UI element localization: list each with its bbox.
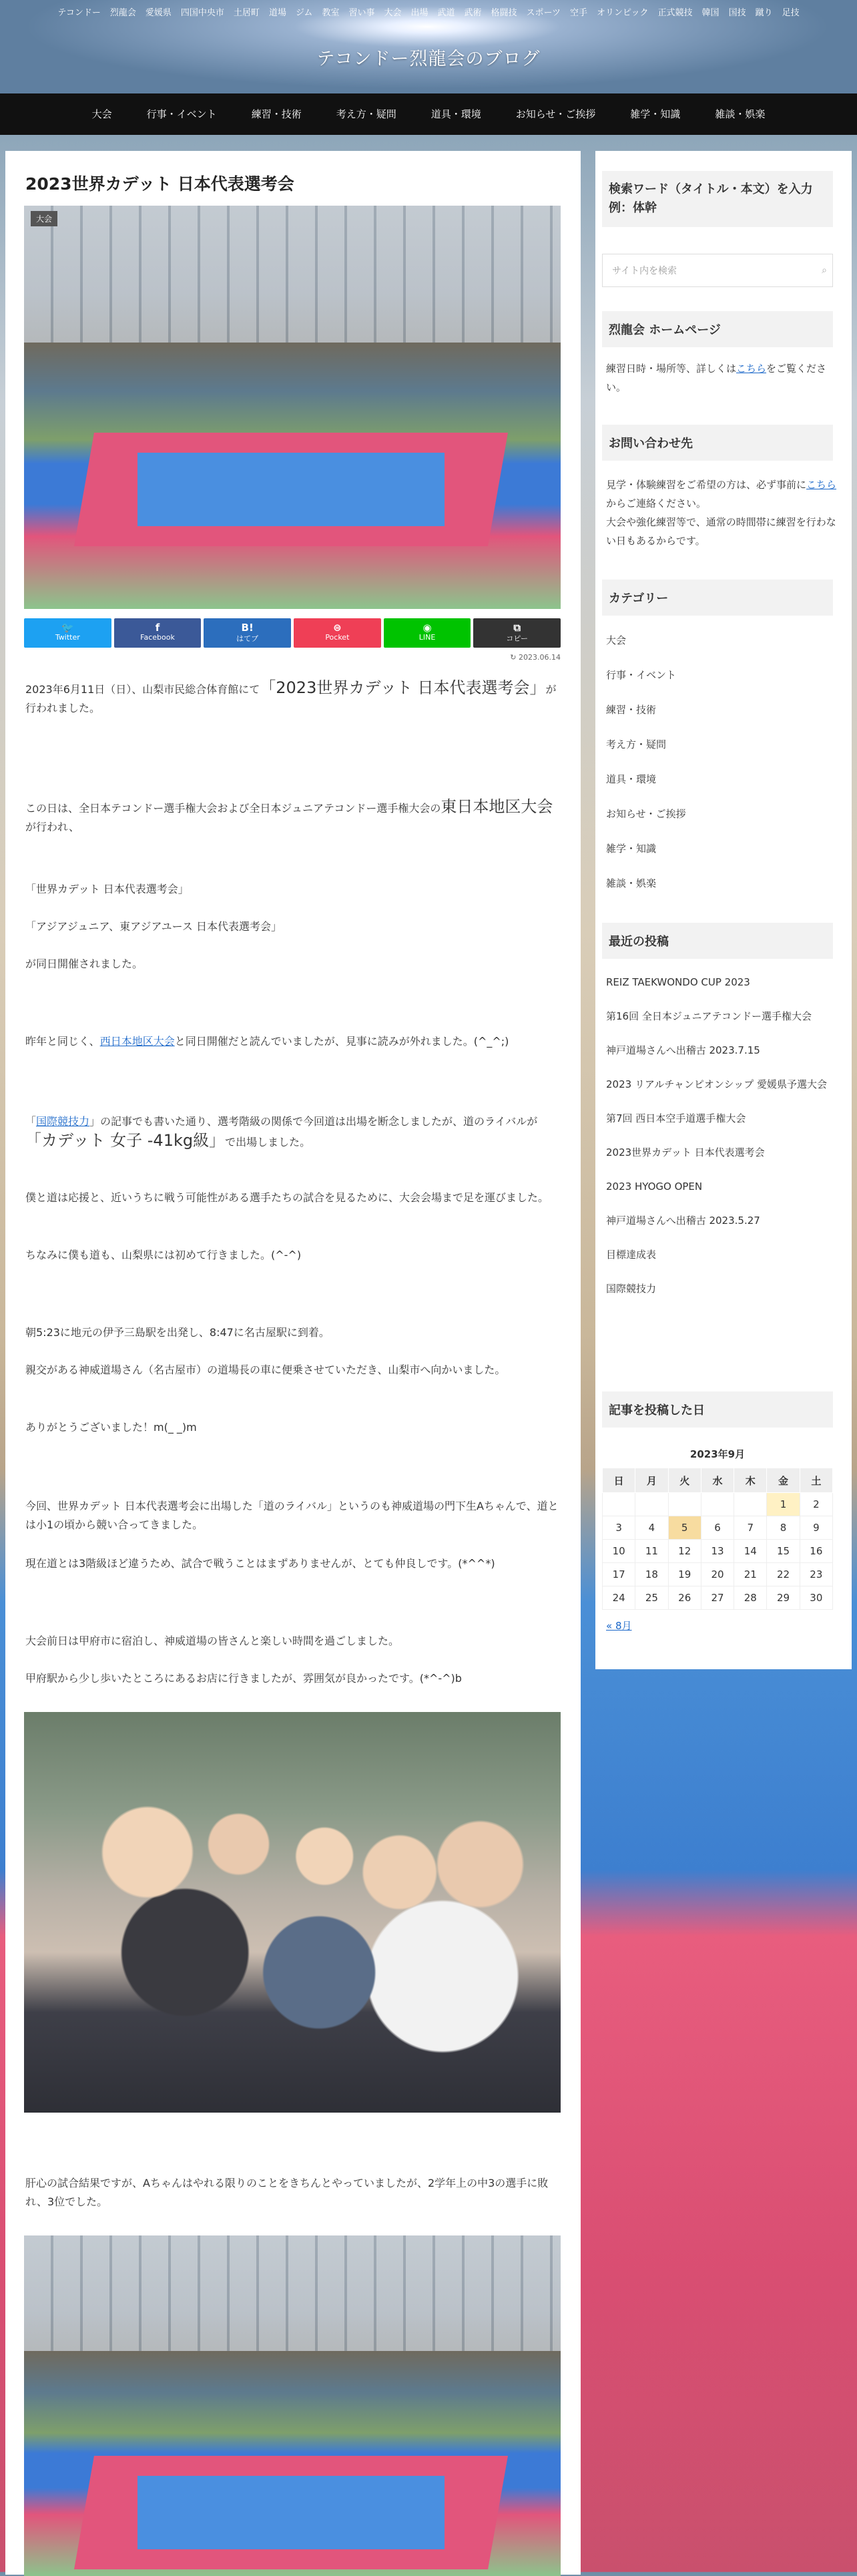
nav-item[interactable]: 大会	[91, 108, 112, 120]
tag-link[interactable]: 土居町	[233, 8, 260, 18]
archive-heading: 記事を投稿した日	[602, 1391, 833, 1428]
tag-link[interactable]: スポーツ	[526, 8, 561, 18]
site-title[interactable]: テコンドー烈龍会のブログ	[316, 49, 541, 69]
paragraph: 肝心の試合結果ですが、Aちゃんはやれる限りのことをきちんとやっていましたが、2学年上の中3の選手に敗れ、3位でした。	[25, 2177, 549, 2208]
paragraph-day	[25, 797, 562, 837]
tag-link[interactable]: 出場	[410, 8, 429, 18]
calendar-day[interactable]: 18	[635, 1563, 668, 1586]
text: この日は、全日本テコンドー選手権大会および全日本ジュニアテコンドー選手権大会の	[25, 802, 441, 815]
tag-link[interactable]: 足技	[782, 8, 800, 18]
post-article	[5, 151, 581, 2575]
calendar-day[interactable]: 23	[800, 1563, 832, 1586]
text: で出場しました。	[225, 1136, 311, 1148]
text: が行われました。	[25, 683, 557, 714]
calendar-weekday: 金	[767, 1468, 800, 1493]
event-name: 「2023世界カデット 日本代表選考会」	[260, 678, 546, 697]
category-item[interactable]: 雑談・娯楽	[606, 877, 657, 889]
tag-link[interactable]: 烈龍会	[109, 8, 136, 18]
calendar-day	[734, 1493, 767, 1516]
calendar-weekday: 水	[701, 1468, 734, 1493]
calendar-day[interactable]: 12	[668, 1540, 701, 1563]
share-button[interactable]	[114, 618, 202, 648]
calendar-caption: 2023年9月	[689, 1448, 746, 1460]
post-date: ↻ 2023.06.14	[510, 653, 561, 662]
home-link[interactable]: こちら	[736, 363, 767, 375]
search-heading: 検索ワード（タイトル・本文）を入力 例：体幹	[602, 171, 833, 227]
nav-item[interactable]: 練習・技術	[251, 108, 302, 120]
prev-month-link[interactable]: « 8月	[606, 1620, 632, 1632]
paragraph: 現在道とは3階級ほど違うため、試合で戦うことはまずありませんが、とても仲良しです。(*^^*)	[25, 1557, 495, 1570]
nav-item[interactable]: 雑学・知識	[630, 108, 681, 120]
post-eyecatch-image	[24, 206, 561, 609]
paragraph: 親交がある神威道場さん（名古屋市）の道場長の車に便乗させていただき、山梨市へ向かいました。	[25, 1363, 506, 1376]
tag-link[interactable]: 正式競技	[657, 8, 693, 18]
group-photo	[24, 1712, 561, 2113]
paragraph: ちなみに僕も道も、山梨県には初めて行きました。(^-^)	[25, 1249, 302, 1261]
search-input[interactable]	[602, 254, 833, 287]
share-button[interactable]	[384, 618, 471, 648]
paragraph-intro	[25, 678, 562, 718]
calendar	[602, 1443, 833, 1610]
tag-link[interactable]: 武術	[464, 8, 482, 18]
text: 大会や強化練習等で、通常の時間帯に練習を行わない日もあるからです。	[606, 516, 836, 547]
calendar-day	[635, 1493, 668, 1516]
calendar-day[interactable]: 13	[701, 1540, 734, 1563]
recent-post-link[interactable]: 2023世界カデット 日本代表選考会	[606, 1146, 765, 1158]
tag-link[interactable]: 大会	[384, 8, 402, 18]
calendar-day[interactable]: 5	[668, 1516, 701, 1540]
share-button[interactable]	[294, 618, 381, 648]
share-icon: ⧉	[513, 622, 521, 634]
share-label: Facebook	[140, 633, 175, 642]
contact-text	[606, 475, 840, 550]
calendar-day[interactable]: 8	[767, 1516, 800, 1540]
calendar-day[interactable]: 4	[635, 1516, 668, 1540]
text: 昨年と同じく、	[25, 1035, 100, 1048]
recent-list	[606, 974, 833, 1314]
calendar-day[interactable]: 21	[734, 1563, 767, 1586]
share-icon: ⊜	[333, 622, 342, 634]
calendar-day[interactable]: 30	[800, 1586, 832, 1610]
tag-link[interactable]: 道場	[268, 8, 286, 18]
paragraph: 甲府駅から少し歩いたところにあるお店に行きましたが、雰囲気が良かったです。(*^-^)b	[25, 1672, 462, 1685]
tag-link[interactable]: 蹴り	[755, 8, 773, 18]
paragraph: 今回、世界カデット 日本代表選考会に出場した「道のライバル」というのも神威道場の門下生Aちゃんで、道とは小1の頃から競い合ってきました。	[25, 1500, 559, 1531]
category-item[interactable]: お知らせ・ご挨拶	[606, 808, 686, 820]
home-text	[606, 359, 840, 397]
share-label: Twitter	[55, 633, 80, 642]
category-item[interactable]: 練習・技術	[606, 704, 657, 716]
category-item[interactable]: 雑学・知識	[606, 843, 657, 855]
recent-post-link[interactable]: 神戸道場さんへ出稽古 2023.5.27	[606, 1215, 760, 1227]
text: をご覧ください。	[606, 363, 827, 393]
nav-item[interactable]: 道具・環境	[431, 108, 481, 120]
calendar-day[interactable]: 7	[734, 1516, 767, 1540]
calendar-day	[603, 1493, 635, 1516]
text: が行われ、	[25, 821, 79, 833]
paragraph: 朝5:23に地元の伊予三島駅を出発し、8:47に名古屋駅に到着。	[25, 1326, 330, 1339]
tag-link[interactable]: 愛媛県	[145, 8, 172, 18]
recent-post-link[interactable]: 第7回 西日本空手道選手権大会	[606, 1112, 746, 1124]
calendar-day[interactable]: 10	[603, 1540, 635, 1563]
calendar-day[interactable]: 24	[603, 1586, 635, 1610]
stands-image	[24, 2235, 561, 2351]
paragraph: 「アジアジュニア、東アジアユース 日本代表選考会」	[25, 920, 282, 933]
recent-heading: 最近の投稿	[602, 923, 833, 959]
text: 「	[25, 1115, 37, 1128]
category-list	[606, 632, 833, 909]
nav-item[interactable]: 行事・イベント	[146, 108, 217, 120]
text: 2023年6月11日（日）、山梨市民総合体育館にて	[25, 683, 260, 696]
text: からご連絡ください。	[606, 497, 707, 509]
calendar-weekday: 土	[800, 1468, 832, 1493]
calendar-day[interactable]: 1	[767, 1493, 800, 1516]
recent-post-link[interactable]: REIZ TAEKWONDO CUP 2023	[606, 976, 750, 988]
home-heading: 烈龍会 ホームページ	[602, 311, 833, 347]
calendar-day[interactable]: 25	[635, 1586, 668, 1610]
calendar-day[interactable]: 28	[734, 1586, 767, 1610]
calendar-day[interactable]: 20	[701, 1563, 734, 1586]
recent-post-link[interactable]: 国際競技力	[606, 1283, 657, 1295]
calendar-day	[701, 1493, 734, 1516]
share-buttons	[24, 618, 561, 648]
mat-center-image	[137, 2476, 445, 2549]
paragraph: 僕と道は応援と、近いうちに戦う可能性がある選手たちの試合を見るために、大会会場まで足を運びました。	[25, 1191, 549, 1204]
tag-link[interactable]: 格闘技	[491, 8, 517, 18]
tag-link[interactable]: ジム	[295, 8, 313, 18]
share-icon: f	[155, 622, 160, 634]
share-button[interactable]	[473, 618, 561, 648]
text: 見学・体験練習をご希望の方は、必ず事前に	[606, 479, 807, 491]
international-link[interactable]: 国際競技力	[36, 1115, 90, 1128]
calendar-day[interactable]: 22	[767, 1563, 800, 1586]
share-label: コピー	[506, 634, 528, 643]
nav-item[interactable]: お知らせ・ご挨拶	[515, 108, 596, 120]
calendar-weekday: 日	[603, 1468, 635, 1493]
tag-link[interactable]: オリンピック	[597, 8, 649, 18]
tag-link[interactable]: 武道	[437, 8, 455, 18]
calendar-day	[668, 1493, 701, 1516]
calendar-day[interactable]: 2	[800, 1493, 832, 1516]
share-icon: B!	[241, 622, 254, 634]
tag-link[interactable]: テコンドー	[57, 8, 101, 18]
calendar-day[interactable]: 27	[701, 1586, 734, 1610]
tag-link[interactable]: 国技	[728, 8, 746, 18]
mat-center-image	[137, 453, 445, 526]
region-event: 東日本地区大会	[441, 797, 553, 816]
paragraph: 大会前日は甲府市に宿泊し、神威道場の皆さんと楽しい時間を過ごしました。	[25, 1635, 400, 1647]
category-heading: カテゴリー	[602, 580, 833, 616]
match-photo	[24, 2235, 561, 2576]
search-placeholder: サイト内を検索	[612, 266, 677, 276]
paragraph: 「世界カデット 日本代表選考会」	[25, 883, 189, 895]
tag-link[interactable]: 空手	[570, 8, 588, 18]
calendar-day[interactable]: 29	[767, 1586, 800, 1610]
paragraph: ありがとうございました！m(_ _)m	[25, 1421, 197, 1434]
paragraph	[25, 1112, 562, 1152]
tag-link[interactable]: 四国中央市	[180, 8, 224, 18]
calendar-day[interactable]: 16	[800, 1540, 832, 1563]
calendar-day[interactable]: 3	[603, 1516, 635, 1540]
category-item[interactable]: 行事・イベント	[606, 669, 677, 681]
text: 練習日時・場所等、詳しくは	[606, 363, 737, 375]
calendar-day[interactable]: 9	[800, 1516, 832, 1540]
nav-item[interactable]: 考え方・疑問	[336, 108, 396, 120]
share-label: Pocket	[325, 633, 350, 642]
share-button[interactable]	[204, 618, 291, 648]
category-item[interactable]: 考え方・疑問	[606, 738, 667, 750]
calendar-day[interactable]: 11	[635, 1540, 668, 1563]
paragraph	[25, 1032, 562, 1051]
calendar-day[interactable]: 6	[701, 1516, 734, 1540]
calendar-weekday: 火	[668, 1468, 701, 1493]
people-image	[24, 1712, 561, 2113]
nav-item[interactable]: 雑談・娯楽	[715, 108, 766, 120]
share-label: LINE	[418, 633, 436, 642]
main-navigation	[0, 93, 857, 135]
category-item[interactable]: 大会	[606, 634, 627, 646]
recent-post-link[interactable]: 2023 リアルチャンピオンシップ 愛媛県予選大会	[606, 1078, 827, 1090]
calendar-day[interactable]: 19	[668, 1563, 701, 1586]
weight-class: 「カデット 女子 -41kg級」	[25, 1131, 226, 1150]
paragraph: が同日開催されました。	[25, 957, 144, 970]
recent-post-link[interactable]: 目標達成表	[606, 1249, 657, 1261]
post-date-text: 2023.06.14	[519, 653, 561, 662]
calendar-weekday: 木	[734, 1468, 767, 1493]
calendar-day[interactable]: 14	[734, 1540, 767, 1563]
recent-post-link[interactable]: 第16回 全日本ジュニアテコンドー選手権大会	[606, 1010, 812, 1022]
text: 」の記事でも書いた通り、選考階級の関係で今回道は出場を断念しましたが、道のライバルが	[89, 1115, 538, 1128]
text: と同日開催だと読んでいましたが、見事に読みが外れました。(^_^;)	[174, 1035, 509, 1048]
recent-post-link[interactable]: 2023 HYOGO OPEN	[606, 1180, 703, 1193]
tag-link[interactable]: 韓国	[701, 8, 720, 18]
sidebar	[595, 151, 852, 1669]
category-badge[interactable]: 大会	[31, 211, 57, 226]
west-japan-link[interactable]: 西日本地区大会	[99, 1035, 175, 1048]
search-icon[interactable]: ⌕	[822, 265, 827, 276]
contact-heading: お問い合わせ先	[602, 425, 833, 461]
tag-links	[0, 4, 857, 23]
share-icon: ◉	[422, 622, 432, 634]
tag-link[interactable]: 習い事	[348, 8, 375, 18]
share-label: はてブ	[236, 634, 259, 643]
stands-image	[24, 206, 561, 343]
tag-link[interactable]: 教室	[322, 8, 340, 18]
share-button[interactable]	[24, 618, 111, 648]
calendar-weekday: 月	[635, 1468, 668, 1493]
calendar-day[interactable]: 26	[668, 1586, 701, 1610]
contact-link[interactable]: こちら	[806, 479, 837, 491]
calendar-day[interactable]: 15	[767, 1540, 800, 1563]
category-item[interactable]: 道具・環境	[606, 773, 657, 785]
share-icon: 🐦	[61, 622, 74, 634]
post-title: 2023世界カデット 日本代表選考会	[25, 174, 294, 194]
recent-post-link[interactable]: 神戸道場さんへ出稽古 2023.7.15	[606, 1044, 760, 1056]
calendar-day[interactable]: 17	[603, 1563, 635, 1586]
